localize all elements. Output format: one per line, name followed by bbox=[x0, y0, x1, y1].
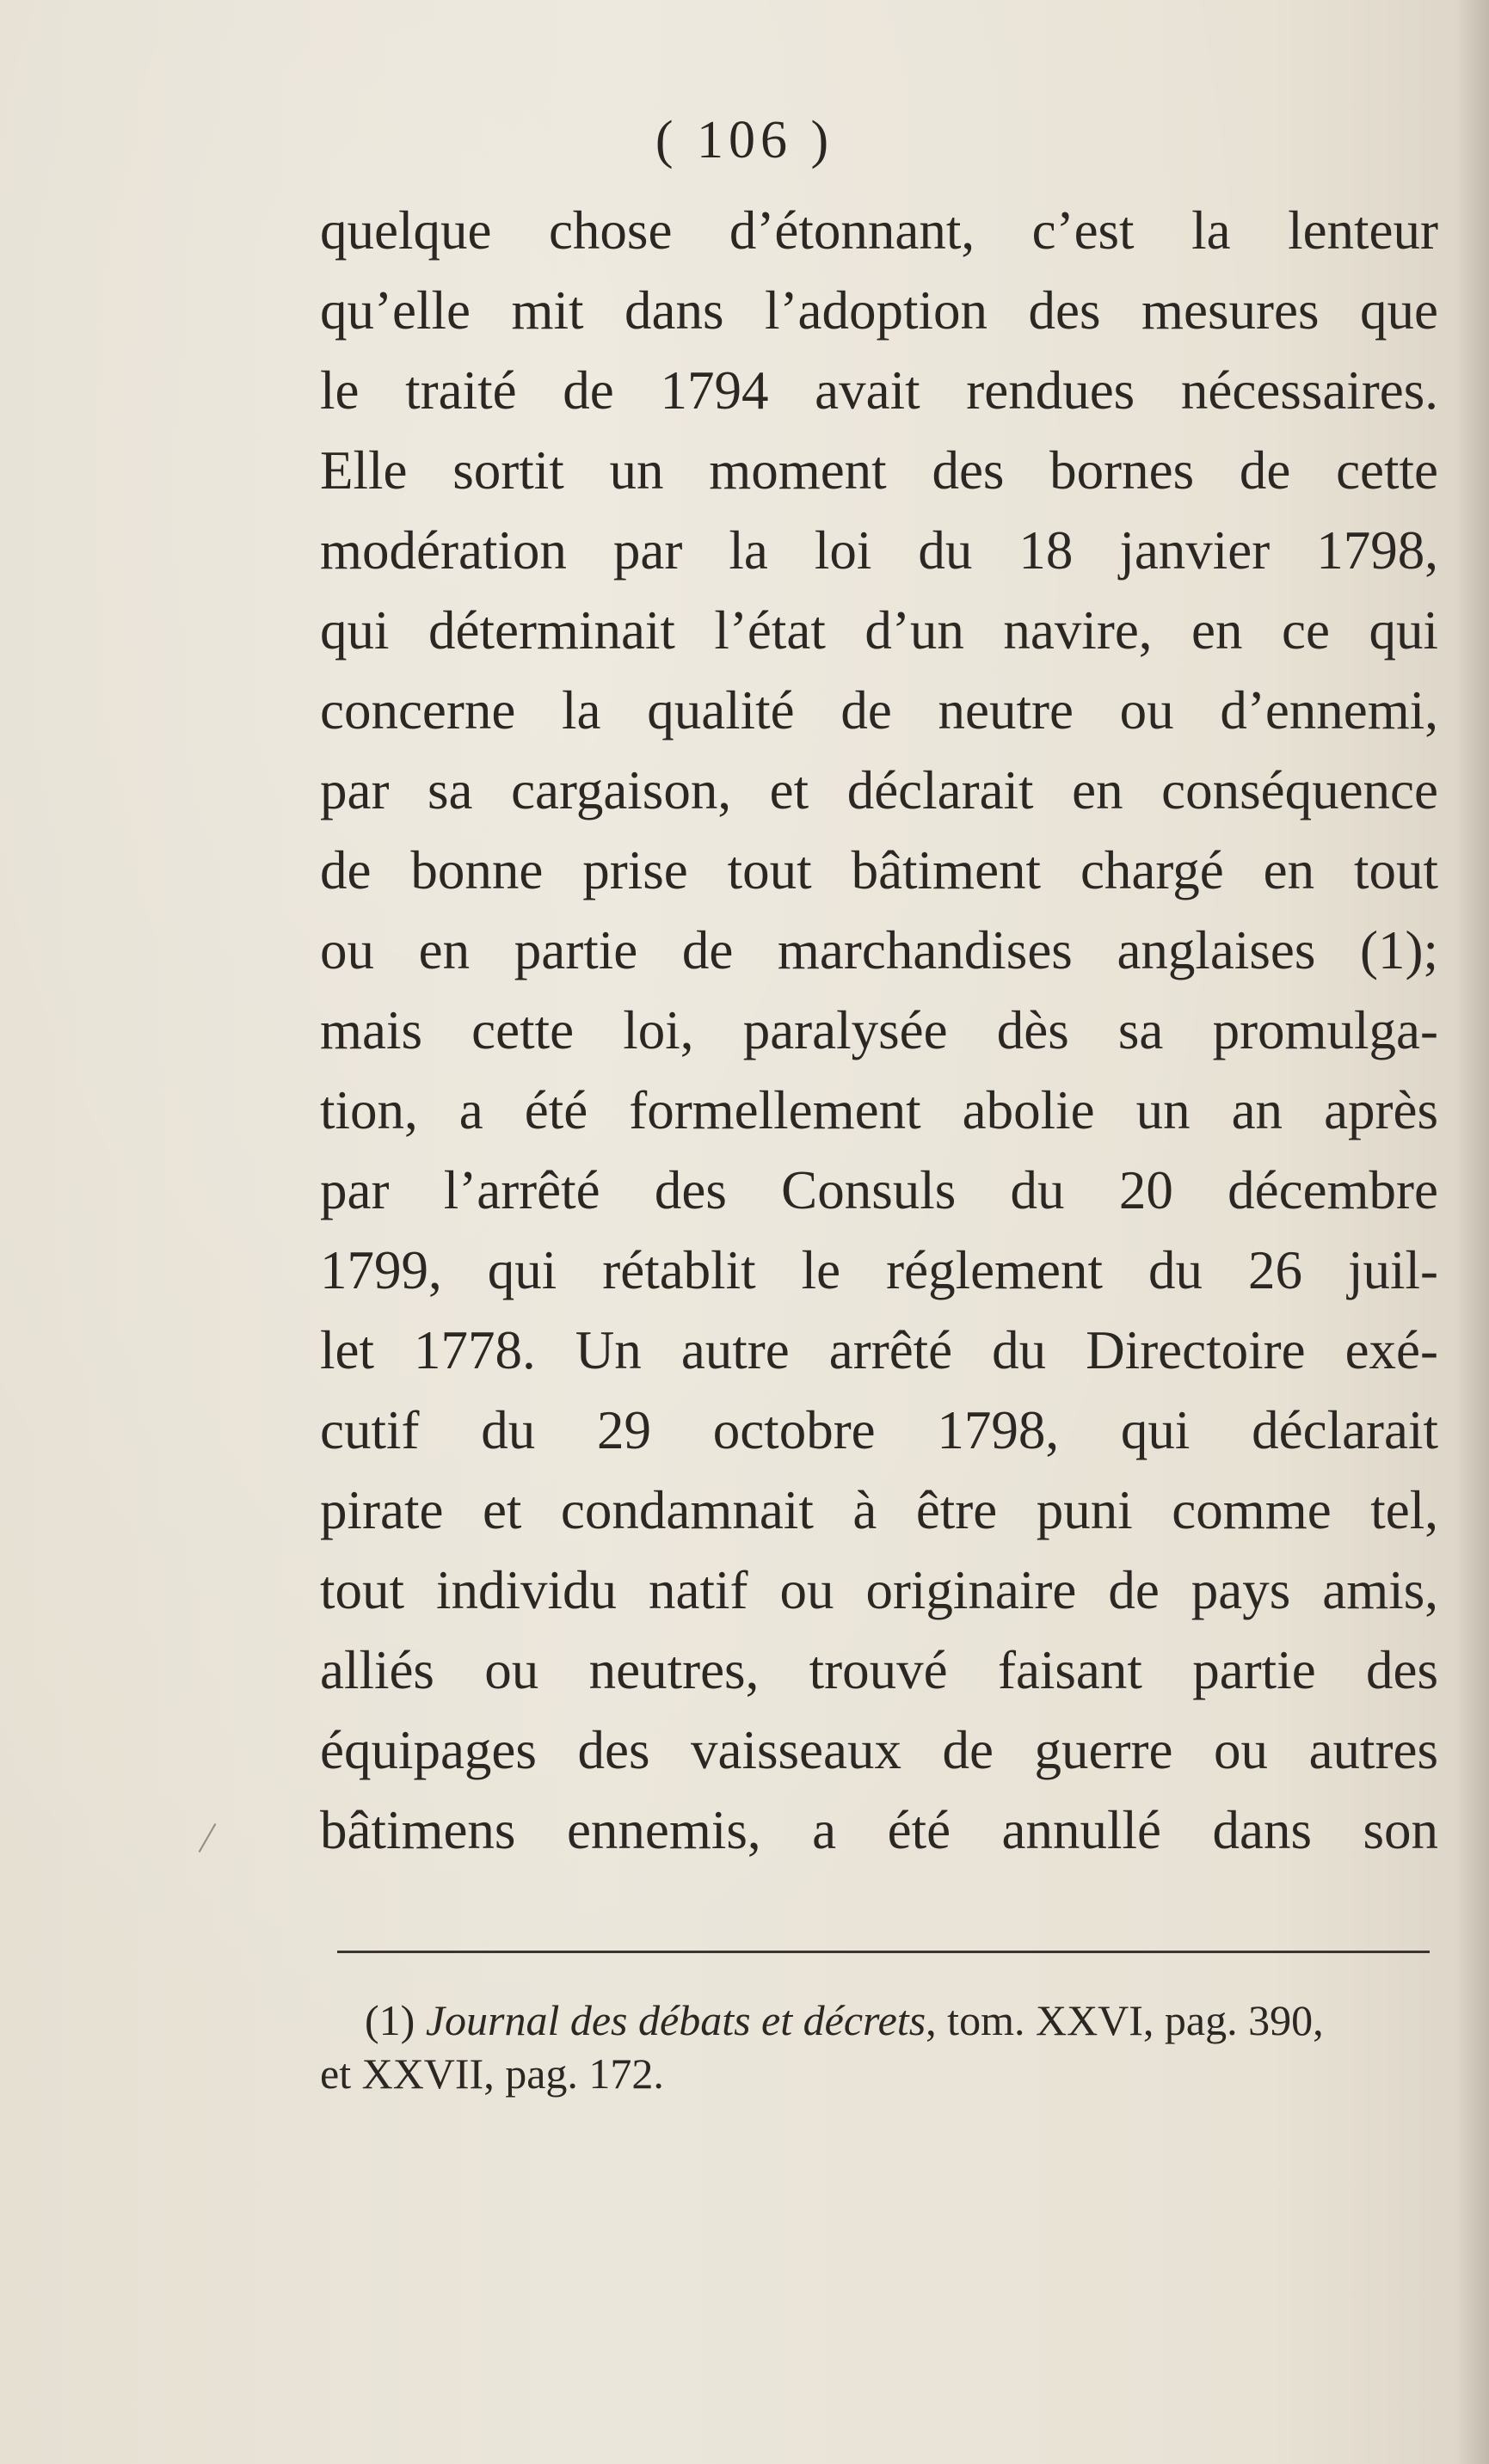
text-line: Elle sortit un moment des bornes de cette bbox=[320, 440, 1438, 501]
text-line: 1799, qui rétablit le réglement du 26 juil- bbox=[320, 1240, 1438, 1300]
text-line: le traité de 1794 avait rendues nécessaires. bbox=[320, 360, 1438, 421]
text-line: concerne la qualité de neutre ou d’ennemi, bbox=[320, 680, 1438, 740]
text-line: bâtimens ennemis, a été annullé dans son bbox=[320, 1800, 1438, 1860]
footnote-journal-title: Journal des débats et décrets bbox=[425, 1996, 926, 2044]
text-line: qu’elle mit dans l’adoption des mesures que bbox=[320, 280, 1438, 341]
text-line: par l’arrêté des Consuls du 20 décembre bbox=[320, 1160, 1438, 1220]
text-line: cutif du 29 octobre 1798, qui déclarait bbox=[320, 1400, 1438, 1460]
footnote-reference: , tom. XXVI, pag. 390, bbox=[926, 1996, 1324, 2044]
footnote-line-1 bbox=[320, 1994, 1438, 2047]
text-line: tout individu natif ou originaire de pays amis, bbox=[320, 1560, 1438, 1620]
page-number: ( 106 ) bbox=[655, 111, 834, 169]
text-line: par sa cargaison, et déclarait en conséquence bbox=[320, 760, 1438, 820]
footnote-marker: (1) bbox=[365, 1996, 415, 2044]
footnote-line-2: et XXVII, pag. 172. bbox=[320, 2049, 664, 2098]
text-line: alliés ou neutres, trouvé faisant partie des bbox=[320, 1640, 1438, 1700]
footnote-separator-rule bbox=[337, 1951, 1430, 1953]
text-line: tion, a été formellement abolie un an après bbox=[320, 1080, 1438, 1140]
text-line: ou en partie de marchandises anglaises (1); bbox=[320, 920, 1438, 980]
footnote bbox=[320, 1994, 1438, 2100]
text-line: let 1778. Un autre arrêté du Directoire exé- bbox=[320, 1320, 1438, 1380]
text-line: quelque chose d’étonnant, c’est la lenteur bbox=[320, 200, 1438, 261]
body-text bbox=[320, 191, 1438, 1871]
stray-pencil-mark bbox=[199, 1823, 217, 1853]
text-line: pirate et condamnait à être puni comme tel, bbox=[320, 1480, 1438, 1540]
text-line: modération par la loi du 18 janvier 1798, bbox=[320, 520, 1438, 581]
text-line: mais cette loi, paralysée dès sa promulga- bbox=[320, 1000, 1438, 1060]
text-line: qui déterminait l’état d’un navire, en ce qui bbox=[320, 600, 1438, 661]
text-line: de bonne prise tout bâtiment chargé en tout bbox=[320, 840, 1438, 900]
text-line: équipages des vaisseaux de guerre ou autres bbox=[320, 1720, 1438, 1780]
page-edge-shadow bbox=[1456, 0, 1489, 2464]
